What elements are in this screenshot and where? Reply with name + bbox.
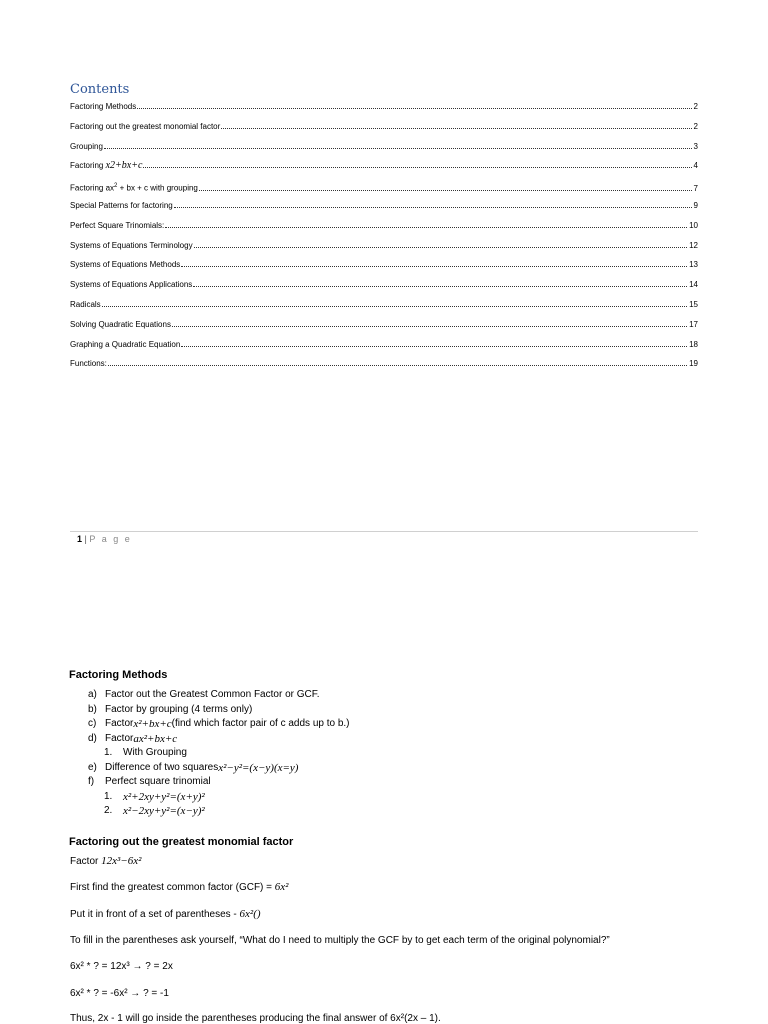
factoring-methods-list bbox=[88, 688, 350, 819]
toc-entry-page: 9 bbox=[693, 200, 698, 210]
list-item: f) Perfect square trinomial bbox=[88, 776, 211, 787]
toc-leader bbox=[181, 346, 687, 347]
toc-entry-page: 4 bbox=[693, 161, 698, 171]
section-heading-factoring-methods: Factoring Methods bbox=[69, 669, 168, 681]
toc-entry[interactable] bbox=[70, 200, 698, 220]
toc-leader bbox=[165, 227, 687, 228]
toc-entry-page: 2 bbox=[693, 102, 698, 111]
footer-page-label: P a g e bbox=[89, 534, 132, 544]
toc-entry-page: 12 bbox=[689, 240, 698, 250]
list-item: 1. With Grouping bbox=[104, 747, 187, 758]
toc-entry[interactable] bbox=[70, 279, 698, 299]
toc-entry-title: Graphing a Quadratic Equation bbox=[70, 339, 181, 349]
list-item: 2. x²−2xy+y²=(x−y)² bbox=[104, 805, 205, 817]
toc-entry-title: Systems of Equations Applications bbox=[70, 280, 193, 290]
paragraph: First find the greatest common factor (GCF) = 6x² bbox=[70, 881, 289, 893]
toc-entry[interactable] bbox=[70, 240, 698, 260]
paragraph: Put it in front of a set of parentheses - 6x²() bbox=[70, 908, 261, 920]
toc-entry-title: Factoring x2+bx+c bbox=[70, 160, 143, 172]
toc-entry-page: 17 bbox=[689, 319, 698, 329]
toc-entry[interactable] bbox=[70, 339, 698, 359]
toc-entry-title: Factoring $ax^2$ + bx + c with grouping bbox=[70, 183, 198, 193]
toc-entry-title: Systems of Equations Terminology bbox=[70, 240, 193, 250]
toc-entry-title: Grouping bbox=[70, 141, 103, 151]
toc-entry-title: Radicals bbox=[70, 299, 101, 309]
toc-entry-page: 18 bbox=[689, 339, 698, 349]
toc-entry-page: 3 bbox=[693, 141, 698, 151]
paragraph: 6x² * ? = -6x² → ? = -1 bbox=[70, 988, 169, 999]
toc-leader bbox=[172, 326, 687, 327]
toc-leader bbox=[104, 148, 692, 149]
toc-entry[interactable] bbox=[70, 121, 698, 141]
toc-entry-page: 15 bbox=[689, 299, 698, 309]
toc-entry-title: Factoring Methods bbox=[70, 102, 137, 111]
toc-leader bbox=[194, 247, 688, 248]
toc-entry[interactable] bbox=[70, 141, 698, 161]
list-item: e) Difference of two squares x²−y²=(x−y)(x=y) bbox=[88, 761, 299, 774]
toc-entry-page: 2 bbox=[693, 121, 698, 131]
document-page-2 bbox=[0, 560, 768, 1024]
toc-entry-page: 14 bbox=[689, 280, 698, 290]
toc-entry-title: Solving Quadratic Equations bbox=[70, 319, 171, 329]
toc-entry[interactable] bbox=[70, 180, 698, 200]
toc-list bbox=[70, 101, 698, 378]
toc-leader bbox=[221, 128, 691, 129]
list-item: b) Factor by grouping (4 terms only) bbox=[88, 703, 253, 715]
list-item: c) Factor x²+bx+c (find which factor pair of c adds up to b.) bbox=[88, 718, 350, 730]
toc-entry[interactable] bbox=[70, 319, 698, 339]
toc-leader bbox=[181, 266, 687, 267]
toc-entry-title: Perfect Square Trinomials: bbox=[70, 220, 165, 230]
paragraph: Factor 12x³−6x² bbox=[70, 855, 142, 867]
list-item: 1. x²+2xy+y²=(x+y)² bbox=[104, 790, 205, 803]
toc-entry-page: 19 bbox=[689, 359, 698, 369]
list-item: d) Factor ax²+bx+c bbox=[88, 732, 178, 745]
page-footer bbox=[77, 534, 132, 544]
toc-leader bbox=[108, 365, 687, 366]
toc-leader bbox=[102, 306, 687, 307]
toc-entry-page: 13 bbox=[689, 260, 698, 270]
toc-leader bbox=[174, 207, 692, 208]
toc-entry[interactable] bbox=[70, 358, 698, 378]
footer-separator: | bbox=[84, 534, 87, 544]
toc-entry[interactable] bbox=[70, 299, 698, 319]
toc-entry-title: Systems of Equations Methods bbox=[70, 260, 181, 270]
paragraph: 6x² * ? = 12x³ → ? = 2x bbox=[70, 961, 173, 972]
section-heading-gcf: Factoring out the greatest monomial factor bbox=[69, 836, 294, 848]
paragraph: Thus, 2x - 1 will go inside the parentheses producing the final answer of 6x²(2x – 1). bbox=[70, 1013, 441, 1024]
toc-entry[interactable] bbox=[70, 101, 698, 121]
toc-entry-title: Functions: bbox=[70, 359, 107, 369]
toc-entry-page: 10 bbox=[689, 220, 698, 230]
toc-leader bbox=[143, 167, 691, 168]
toc-entry[interactable] bbox=[70, 160, 698, 180]
toc-leader bbox=[137, 108, 691, 109]
paragraph: To fill in the parentheses ask yourself, “What do I need to multiply the GCF by to get each term of the original polynomial?” bbox=[70, 935, 610, 946]
toc-entry-page: 7 bbox=[693, 183, 698, 193]
footer-page-number: 1 bbox=[77, 534, 83, 544]
toc-heading: Contents bbox=[70, 82, 130, 97]
footer-divider bbox=[70, 531, 698, 532]
toc-entry[interactable] bbox=[70, 259, 698, 279]
toc-leader bbox=[193, 286, 687, 287]
toc-leader bbox=[199, 190, 692, 191]
toc-entry-title: Factoring out the greatest monomial factor bbox=[70, 121, 221, 131]
toc-entry-title: Special Patterns for factoring bbox=[70, 200, 173, 210]
toc-entry[interactable] bbox=[70, 220, 698, 240]
list-item: a) Factor out the Greatest Common Factor or GCF. bbox=[88, 689, 320, 700]
